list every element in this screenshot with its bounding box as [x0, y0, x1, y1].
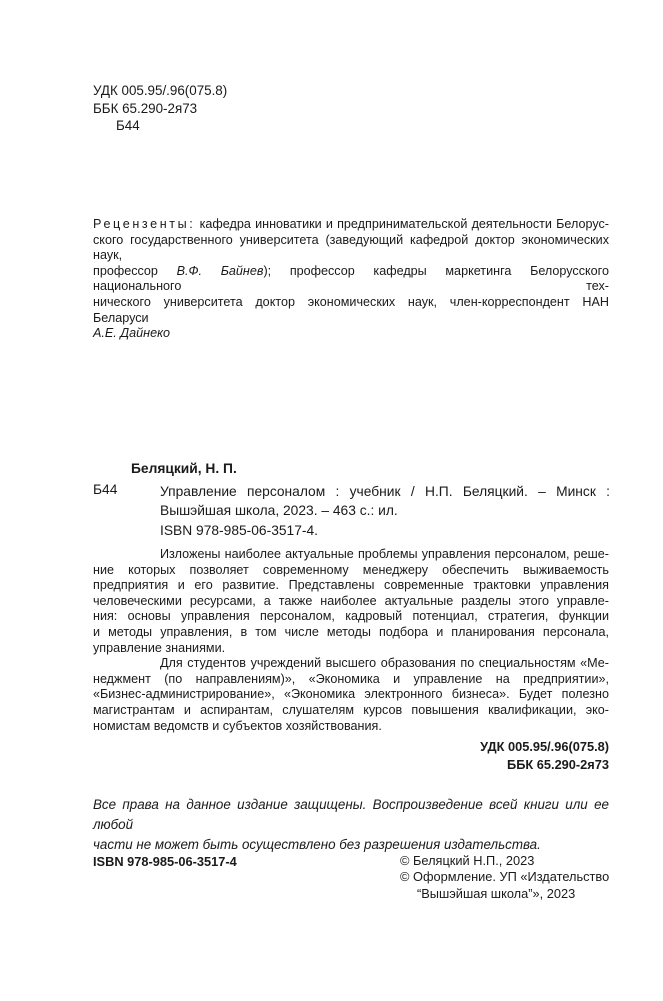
- copyright-author: © Беляцкий Н.П., 2023: [400, 853, 535, 868]
- main-entry-description: [160, 482, 610, 540]
- audience-line: неджмент (по направлениям)», «Экономика и управление на предприятии»,: [93, 671, 609, 686]
- abstract-line: Изложены наиболее актуальные проблемы управления персоналом, реше-: [160, 547, 609, 561]
- abstract-line: человеческими ресурсами, а также наиболее актуальные разделы этого управле-: [93, 593, 609, 608]
- reviewers-line-3: профессор В.Ф. Байнев); профессор кафедры маркетинга Белорусского национального тех-: [93, 263, 609, 294]
- audience-line: номистам ведомств и субъектов хозяйствования.: [93, 718, 382, 733]
- main-entry-isbn-line: ISBN 978-985-06-3517-4.: [160, 522, 318, 538]
- abstract-line: ния: основы управления персоналом, кадровый потенциал, стратегия, функции: [93, 609, 609, 624]
- copyright-block: [400, 853, 609, 902]
- rights-notice: [93, 795, 609, 855]
- main-entry-publisher-line: Вышэйшая школа, 2023. – 463 с.: ил.: [160, 503, 398, 519]
- audience-line: Для студентов учреждений высшего образования по специальностям «Ме-: [160, 656, 609, 671]
- reviewers-line-4: нического университета доктор экономических наук, член-корреспондент НАН Беларуси: [93, 294, 609, 325]
- audience-line: «Бизнес-администрирование», «Экономика электронного бизнеса». Будет полезно: [93, 687, 609, 702]
- abstract-line: и методы управления, в том числе методы подбора и планирования персонала,: [93, 624, 609, 639]
- reviewers-label: Рецензенты:: [93, 217, 196, 231]
- main-entry-code: Б44: [93, 482, 118, 497]
- classification-footer: [300, 738, 609, 774]
- rights-line-2: части не может быть осуществлено без разрешения издательства.: [93, 837, 541, 852]
- audience-line: магистрантам и аспирантам, слушателям курсов повышения квалификации, эко-: [93, 702, 609, 717]
- abstract-line: ние которых позволяет современному менеджеру обеспечить выживаемость: [93, 562, 609, 577]
- copyright-publisher: “Вышэйшая школа”», 2023: [417, 885, 576, 901]
- abstract-line: предприятия и его развитие. Представлены современные трактовки управления: [93, 578, 609, 593]
- footer-udk-code: УДК 005.95/.96(075.8): [480, 739, 609, 754]
- reviewer-name-bainev: В.Ф. Байнев: [176, 263, 264, 278]
- classification-header: [93, 82, 227, 135]
- abstract: [93, 547, 609, 734]
- footer-bbk-code: ББК 65.290-2я73: [507, 756, 609, 772]
- reviewers-block: [93, 217, 609, 342]
- rights-line-1: Все права на данное издание защищены. Воспроизведение всей книги или ее любой: [93, 797, 609, 832]
- reviewers-line-1: Рецензенты: кафедра инноватики и предпринимательской деятельности Белорус-: [93, 217, 609, 231]
- author-code: Б44: [116, 118, 140, 134]
- reviewer-name-daineko: А.Е. Дайнеко: [93, 326, 171, 341]
- main-entry-title-line: Управление персоналом : учебник / Н.П. Беляцкий. – Минск :: [160, 484, 610, 499]
- isbn: ISBN 978-985-06-3517-4: [93, 854, 237, 869]
- udk-code: УДК 005.95/.96(075.8): [93, 83, 228, 98]
- reviewers-line-2: ского государственного университета (заведующий кафедрой доктор экономических наук,: [93, 232, 609, 263]
- bbk-code: ББК 65.290-2я73: [93, 100, 198, 116]
- abstract-line: управление знаниями.: [93, 640, 226, 655]
- copyright-design: © Оформление. УП «Издательство: [400, 869, 610, 885]
- main-entry-author: Беляцкий, Н. П.: [131, 461, 237, 476]
